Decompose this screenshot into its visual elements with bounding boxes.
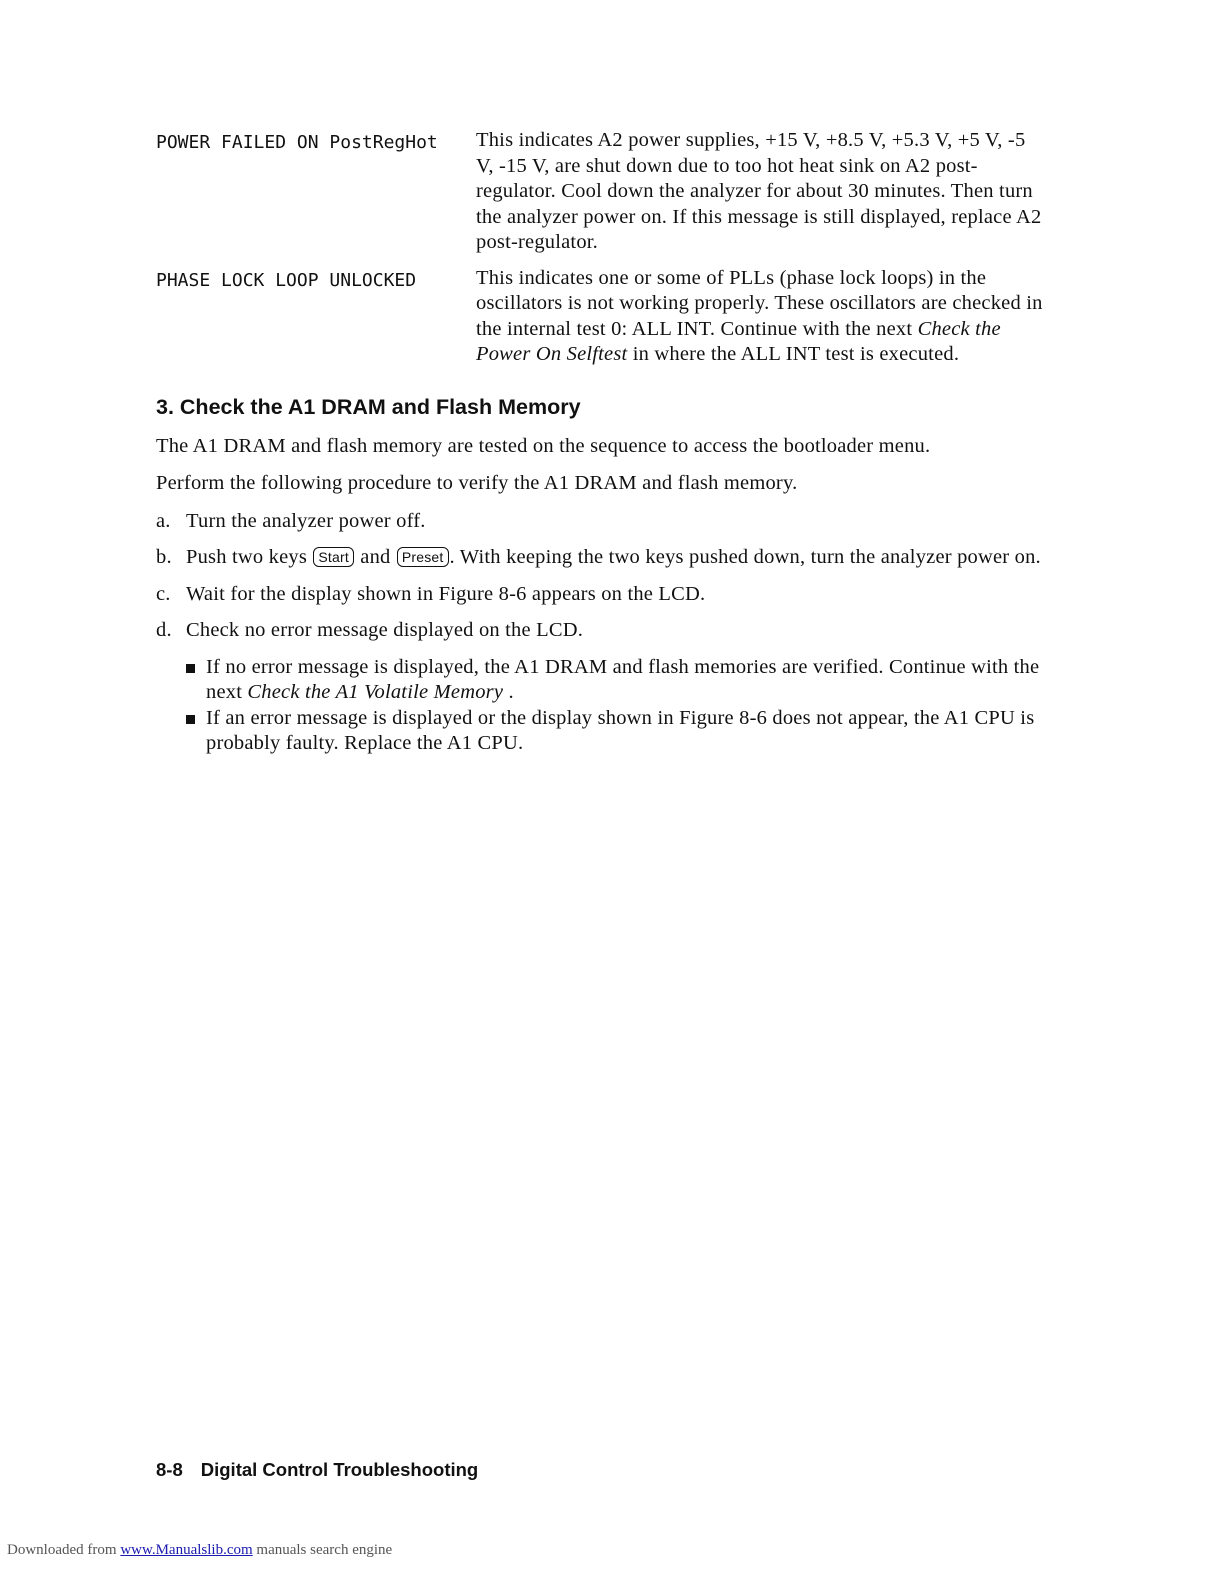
- result-bullets: [186, 655, 1046, 757]
- cross-reference: Check the Power On Selftest: [476, 317, 1001, 365]
- description-text: This indicates one or some of PLLs (phase lock loops) in the oscillators is not working properly. These oscillators are checked in the internal test 0: ALL INT. Continue with the next: [476, 266, 1043, 340]
- list-item: [186, 706, 1046, 757]
- bullet-text-part: .: [503, 681, 514, 703]
- chapter-title: Digital Control Troubleshooting: [200, 1459, 479, 1480]
- procedure-step: [156, 618, 1046, 644]
- intro-paragraph: The A1 DRAM and flash memory are tested on the sequence to access the bootloader menu.: [156, 434, 931, 457]
- step-text-part: Push two keys: [186, 546, 313, 568]
- procedure-step: [156, 582, 1046, 608]
- description-text: in where the ALL INT test is executed.: [627, 343, 960, 365]
- step-letter: a.: [156, 509, 171, 532]
- list-item: [186, 655, 1046, 706]
- step-letter: b.: [156, 546, 172, 568]
- preset-key: Preset: [397, 547, 449, 567]
- bullet-text-part: If no error message is displayed, the A1 DRAM and flash memories are verified. Continue with the next: [206, 655, 1040, 703]
- cross-reference: Check the A1 Volatile Memory: [247, 681, 504, 703]
- message-entry-pll-unlocked: [156, 266, 1046, 368]
- bullet-text: If an error message is displayed or the display shown in Figure 8-6 does not appear, the A1 CPU is probably faulty. Replace the A1 CPU.: [206, 706, 1035, 754]
- message-description: [476, 266, 1046, 368]
- download-prefix: Downloaded from: [7, 1542, 121, 1558]
- step-letter: c.: [156, 582, 171, 605]
- step-text: Check no error message displayed on the LCD.: [186, 619, 584, 641]
- page-footer: [156, 1459, 478, 1481]
- procedure-step: [156, 509, 1046, 535]
- page-content: [156, 128, 1046, 757]
- step-text: Turn the analyzer power off.: [186, 509, 426, 532]
- manualslib-link[interactable]: www.Manualslib.com: [120, 1542, 253, 1558]
- step-text: [186, 545, 1046, 571]
- page-number: 8-8: [156, 1459, 183, 1480]
- step-text: Wait for the display shown in Figure 8-6 appears on the LCD.: [186, 582, 706, 605]
- bullet-text: [206, 655, 1046, 706]
- message-code: POWER FAILED ON PostRegHot: [156, 132, 438, 153]
- step-text-part: . With keeping the two keys pushed down, turn the analyzer power on.: [449, 546, 1041, 568]
- step-letter: d.: [156, 619, 172, 641]
- message-description: This indicates A2 power supplies, +15 V, +8.5 V, +5.3 V, +5 V, -5 V, -15 V, are shut down due to too hot heat sink on A2 post-regulator. Cool down the analyzer for about 30 minutes. Then turn the analyzer power on. If this message is still displayed, replace A2 post-regulator.: [476, 129, 1042, 253]
- square-bullet-icon: [186, 655, 206, 706]
- section-body: [156, 434, 1046, 757]
- download-suffix: manuals search engine: [252, 1542, 393, 1558]
- start-key: Start: [313, 547, 354, 567]
- message-entry-power-failed: [156, 128, 1046, 256]
- download-notice: [7, 1542, 392, 1559]
- message-code: PHASE LOCK LOOP UNLOCKED: [156, 269, 417, 291]
- section-heading: 3. Check the A1 DRAM and Flash Memory: [156, 394, 581, 419]
- square-bullet-icon: [186, 706, 206, 757]
- intro-paragraph: Perform the following procedure to verify the A1 DRAM and flash memory.: [156, 472, 798, 494]
- step-text-part: and: [354, 546, 396, 568]
- procedure-step: [156, 545, 1046, 571]
